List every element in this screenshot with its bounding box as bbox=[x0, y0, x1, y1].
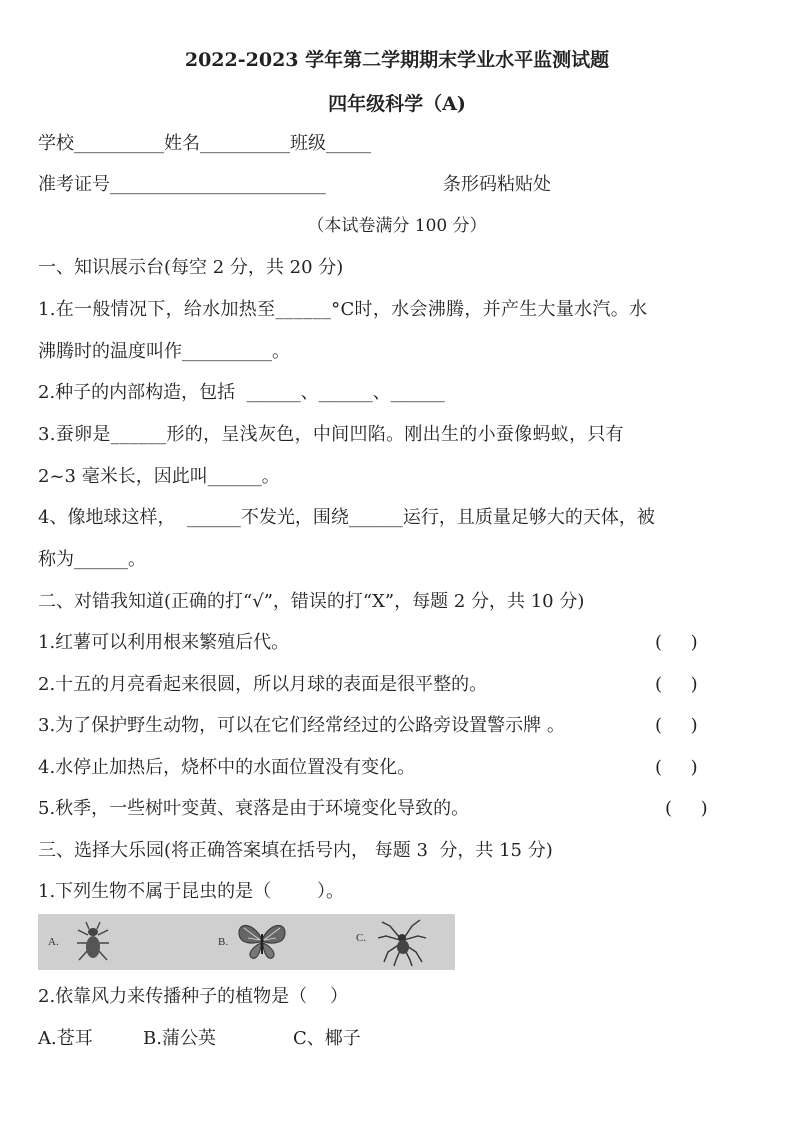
section3-q2-option-c[interactable]: C、椰子 bbox=[293, 1028, 361, 1049]
exam-number-line: 准考证号________________________ bbox=[38, 174, 326, 195]
section1-q3-line2: 2~3 毫米长，因此叫______。 bbox=[38, 466, 280, 487]
section1-q4-line2: 称为______。 bbox=[38, 549, 146, 570]
section2-item-3: 3.为了保护野生动物，可以在它们经常经过的公路旁设置警示牌 。 bbox=[38, 715, 565, 736]
answer-blank-1[interactable]: ( ) bbox=[655, 632, 698, 653]
section1-q3-line1: 3.蚕卵是______形的，呈浅灰色，中间凹陷。刚出生的小蚕像蚂蚁，只有 bbox=[38, 424, 624, 445]
student-info-line: 学校__________姓名__________班级_____ bbox=[38, 133, 371, 154]
beetle-icon bbox=[70, 918, 116, 966]
section3-q1: 1.下列生物不属于昆虫的是（ ）。 bbox=[38, 881, 344, 902]
answer-blank-5[interactable]: ( ) bbox=[665, 798, 708, 819]
option-a-label: A. bbox=[48, 936, 59, 948]
section1-q2: 2.种子的内部构造，包括 ______、______、______ bbox=[38, 382, 445, 403]
section1-q4-line1: 4、像地球这样， ______不发光，围绕______运行，且质量足够大的天体，被 bbox=[38, 507, 655, 528]
section3-q2-option-b[interactable]: B.蒲公英 bbox=[143, 1028, 216, 1049]
option-c-label: C. bbox=[356, 932, 367, 944]
option-b-label: B. bbox=[218, 936, 229, 948]
barcode-label: 条形码粘贴处 bbox=[443, 174, 551, 195]
answer-blank-3[interactable]: ( ) bbox=[655, 715, 698, 736]
section3-heading: 三、选择大乐园(将正确答案填在括号内， 每题 3 分，共 15 分) bbox=[38, 840, 553, 861]
q1-image-strip bbox=[38, 914, 455, 970]
spider-icon bbox=[376, 916, 428, 968]
section1-q1-line2: 沸腾时的温度叫作__________。 bbox=[38, 341, 290, 362]
section1-q1-line1: 1.在一般情况下，给水加热至______°C时，水会沸腾，并产生大量水汽。水 bbox=[38, 299, 648, 320]
answer-blank-2[interactable]: ( ) bbox=[655, 674, 698, 695]
section2-item-2: 2.十五的月亮看起来很圆，所以月球的表面是很平整的。 bbox=[38, 674, 488, 695]
section2-item-5: 5.秋季，一些树叶变黄、衰落是由于环境变化导致的。 bbox=[38, 798, 470, 819]
butterfly-icon bbox=[236, 920, 288, 964]
section2-item-1: 1.红薯可以利用根来繁殖后代。 bbox=[38, 632, 290, 653]
exam-title: 2022-2023 学年第二学期期末学业水平监测试题 bbox=[184, 49, 610, 71]
section1-heading: 一、知识展示台(每空 2 分，共 20 分) bbox=[38, 257, 344, 278]
score-note: （本试卷满分 100 分） bbox=[307, 216, 487, 236]
exam-subtitle: 四年级科学（A) bbox=[328, 93, 466, 115]
section3-q2-option-a[interactable]: A.苍耳 bbox=[38, 1028, 93, 1049]
answer-blank-4[interactable]: ( ) bbox=[655, 757, 698, 778]
section3-q2: 2.依靠风力来传播种子的植物是（ ） bbox=[38, 986, 349, 1007]
section2-heading: 二、对错我知道(正确的打“√”，错误的打“X”，每题 2 分，共 10 分) bbox=[38, 591, 585, 612]
section2-item-4: 4.水停止加热后，烧杯中的水面位置没有变化。 bbox=[38, 757, 416, 778]
